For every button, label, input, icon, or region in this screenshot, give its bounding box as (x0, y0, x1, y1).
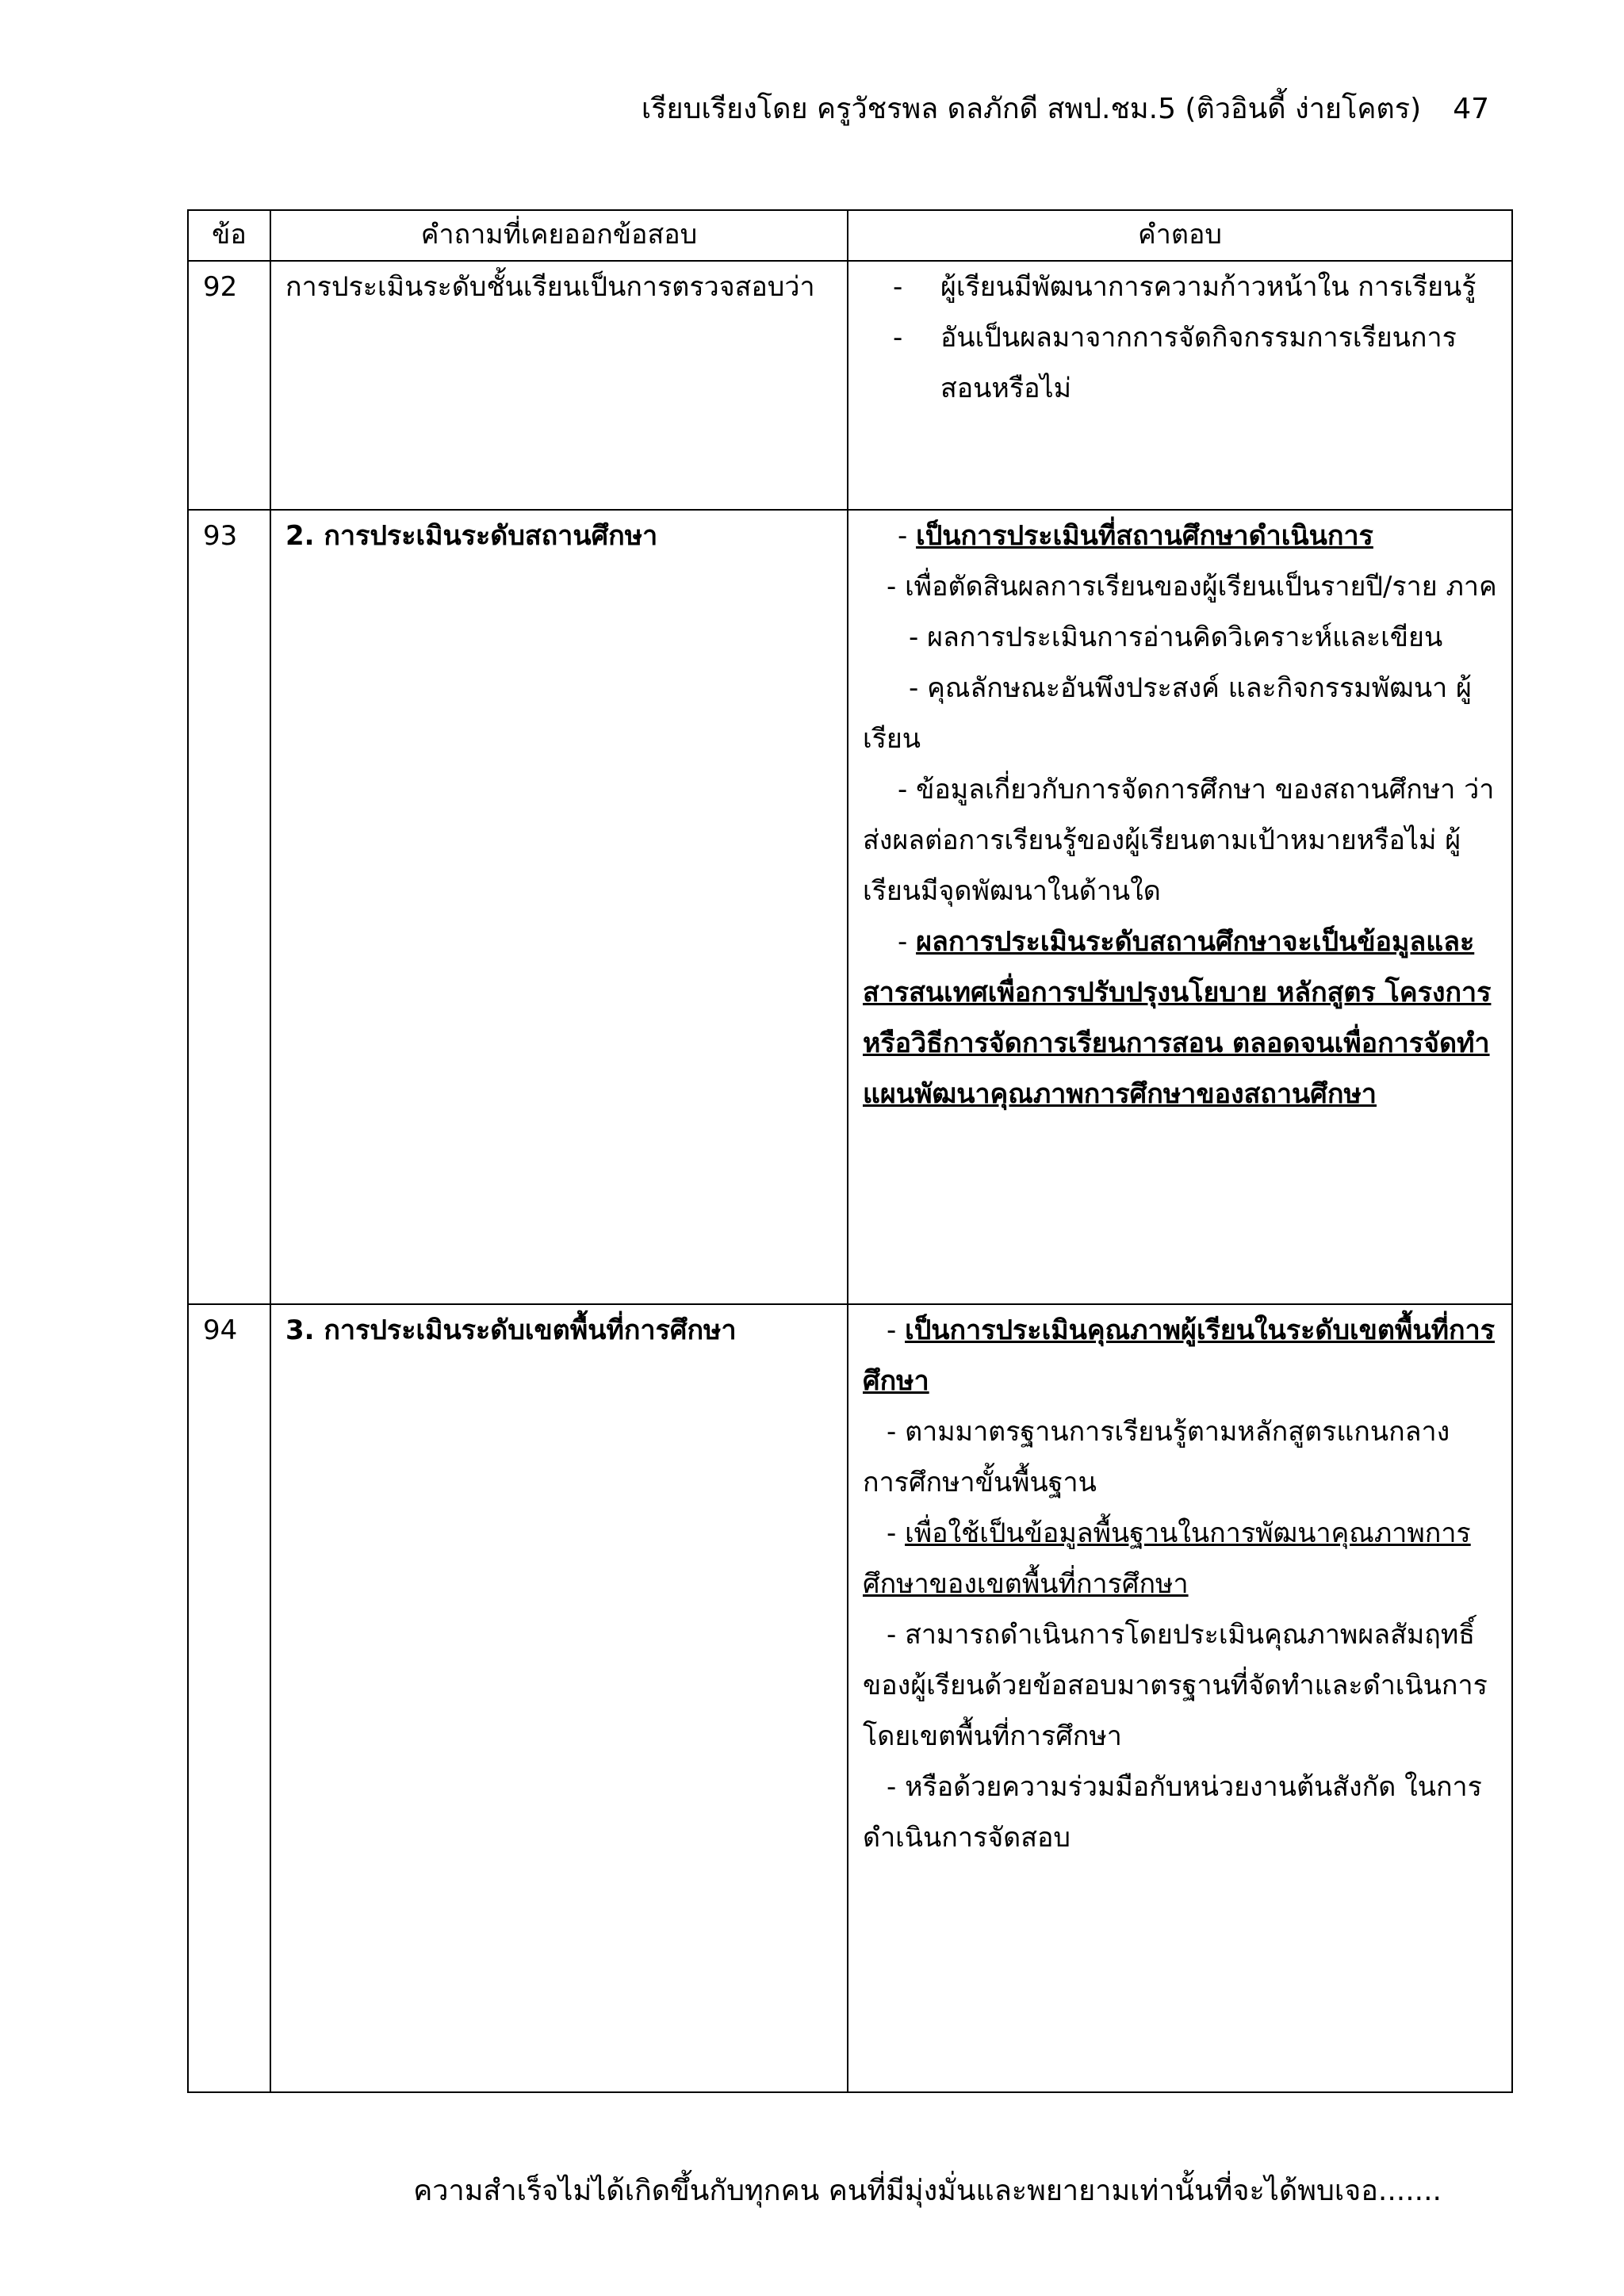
column-header-no: ข้อ (188, 210, 270, 261)
answer-line: - เพื่อตัดสินผลการเรียนของผู้เรียนเป็นรายปี/ราย ภาค (887, 571, 1497, 603)
answer-line: - ผลการประเมินการอ่านคิดวิเคราะห์และเขียน (909, 622, 1443, 653)
column-header-answer: คำตอบ (848, 210, 1512, 261)
row-question: การประเมินระดับชั้นเรียนเป็นการตรวจสอบว่า (270, 261, 848, 510)
table-row (188, 261, 1512, 510)
column-header-question: คำถามที่เคยออกข้อสอบ (270, 210, 848, 261)
answer-emphasis: ผลการประเมินระดับสถานศึกษาจะเป็นข้อมูลและสารสนเทศเพื่อการปรับปรุงนโยบาย หลักสูตร โครงการ หรือวิธีการจัดการเรียนการสอน ตลอดจนเพื่อการจัดทำแผนพัฒนาคุณภาพการศึกษาของสถานศึกษา (863, 926, 1492, 1110)
table-row (188, 510, 1512, 1304)
table-header-row (188, 210, 1512, 261)
answer-line: - หรือด้วยความร่วมมือกับหน่วยงานต้นสังกัด ในการ ดำเนินการจัดสอบ (863, 1771, 1482, 1854)
table-row (188, 1304, 1512, 2092)
page-footer: ความสำเร็จไม่ได้เกิดขึ้นกับทุกคน คนที่มีมุ่งมั่นและพยายามเท่านั้นที่จะได้พบเจอ....... (413, 2175, 1442, 2207)
row-question: 2. การประเมินระดับสถานศึกษา (270, 510, 848, 1304)
answer-emphasis: เป็นการประเมินคุณภาพผู้เรียนในระดับเขตพื้นที่การศึกษา (863, 1314, 1495, 1397)
row-question: 3. การประเมินระดับเขตพื้นที่การศึกษา (270, 1304, 848, 2092)
answer-item: - อันเป็นผลมาจากการจัดกิจกรรมการเรียนการ สอนหรือไม่ (863, 312, 1497, 414)
qa-table (187, 209, 1513, 2093)
answer-item-text: อันเป็นผลมาจากการจัดกิจกรรมการเรียนการ สอนหรือไม่ (940, 322, 1457, 404)
answer-line: - เพื่อใช้เป็นข้อมูลพื้นฐานในการพัฒนาคุณภาพการศึกษาของเขตพื้นที่การศึกษา (863, 1517, 1471, 1600)
answer-line: - เป็นการประเมินที่สถานศึกษาดำเนินการ (898, 520, 1373, 552)
answer-line: - ผลการประเมินระดับสถานศึกษาจะเป็นข้อมูลและสารสนเทศเพื่อการปรับปรุงนโยบาย หลักสูตร โครงการ หรือวิธีการจัดการเรียนการสอน ตลอดจนเพื่อการจัดทำแผนพัฒนาคุณภาพการศึกษาของสถานศึกษา (863, 926, 1492, 1110)
row-number: 93 (188, 510, 270, 1304)
answer-item-text: ผู้เรียนมีพัฒนาการความก้าวหน้าใน การเรียนรู้ (940, 271, 1477, 303)
page-number: 47 (1453, 93, 1489, 125)
row-number: 94 (188, 1304, 270, 2092)
page-header (0, 86, 1489, 131)
answer-item: - ผู้เรียนมีพัฒนาการความก้าวหน้าใน การเรียนรู้ (863, 262, 1497, 312)
answer-emphasis: เพื่อใช้เป็นข้อมูลพื้นฐานในการพัฒนาคุณภาพการศึกษาของเขตพื้นที่การศึกษา (863, 1517, 1471, 1600)
answer-line: - คุณลักษณะอันพึงประสงค์ และกิจกรรมพัฒนา ผู้เรียน (863, 672, 1472, 755)
row-answer (848, 261, 1512, 510)
row-answer (848, 510, 1512, 1304)
row-number: 92 (188, 261, 270, 510)
answer-line: - ตามมาตรฐานการเรียนรู้ตามหลักสูตรแกนกลาง การศึกษาขั้นพื้นฐาน (863, 1416, 1450, 1498)
row-answer (848, 1304, 1512, 2092)
answer-line: - สามารถดำเนินการโดยประเมินคุณภาพผลสัมฤทธิ์ ของผู้เรียนด้วยข้อสอบมาตรฐานที่จัดทำและดำเนินการ โดยเขตพื้นที่การศึกษา (863, 1619, 1488, 1752)
answer-line: - เป็นการประเมินคุณภาพผู้เรียนในระดับเขตพื้นที่การศึกษา (863, 1314, 1495, 1397)
answer-line: - ข้อมูลเกี่ยวกับการจัดการศึกษา ของสถานศึกษา ว่าส่งผลต่อการเรียนรู้ของผู้เรียนตามเป้าหมายหรือไม่ ผู้เรียนมีจุดพัฒนาในด้านใด (863, 774, 1495, 907)
answer-emphasis: เป็นการประเมินที่สถานศึกษาดำเนินการ (916, 520, 1373, 552)
header-text: เรียบเรียงโดย ครูวัชรพล ดลภักดี สพป.ชม.5 (ติวอินดี้ ง่ายโคตร) (641, 93, 1422, 125)
